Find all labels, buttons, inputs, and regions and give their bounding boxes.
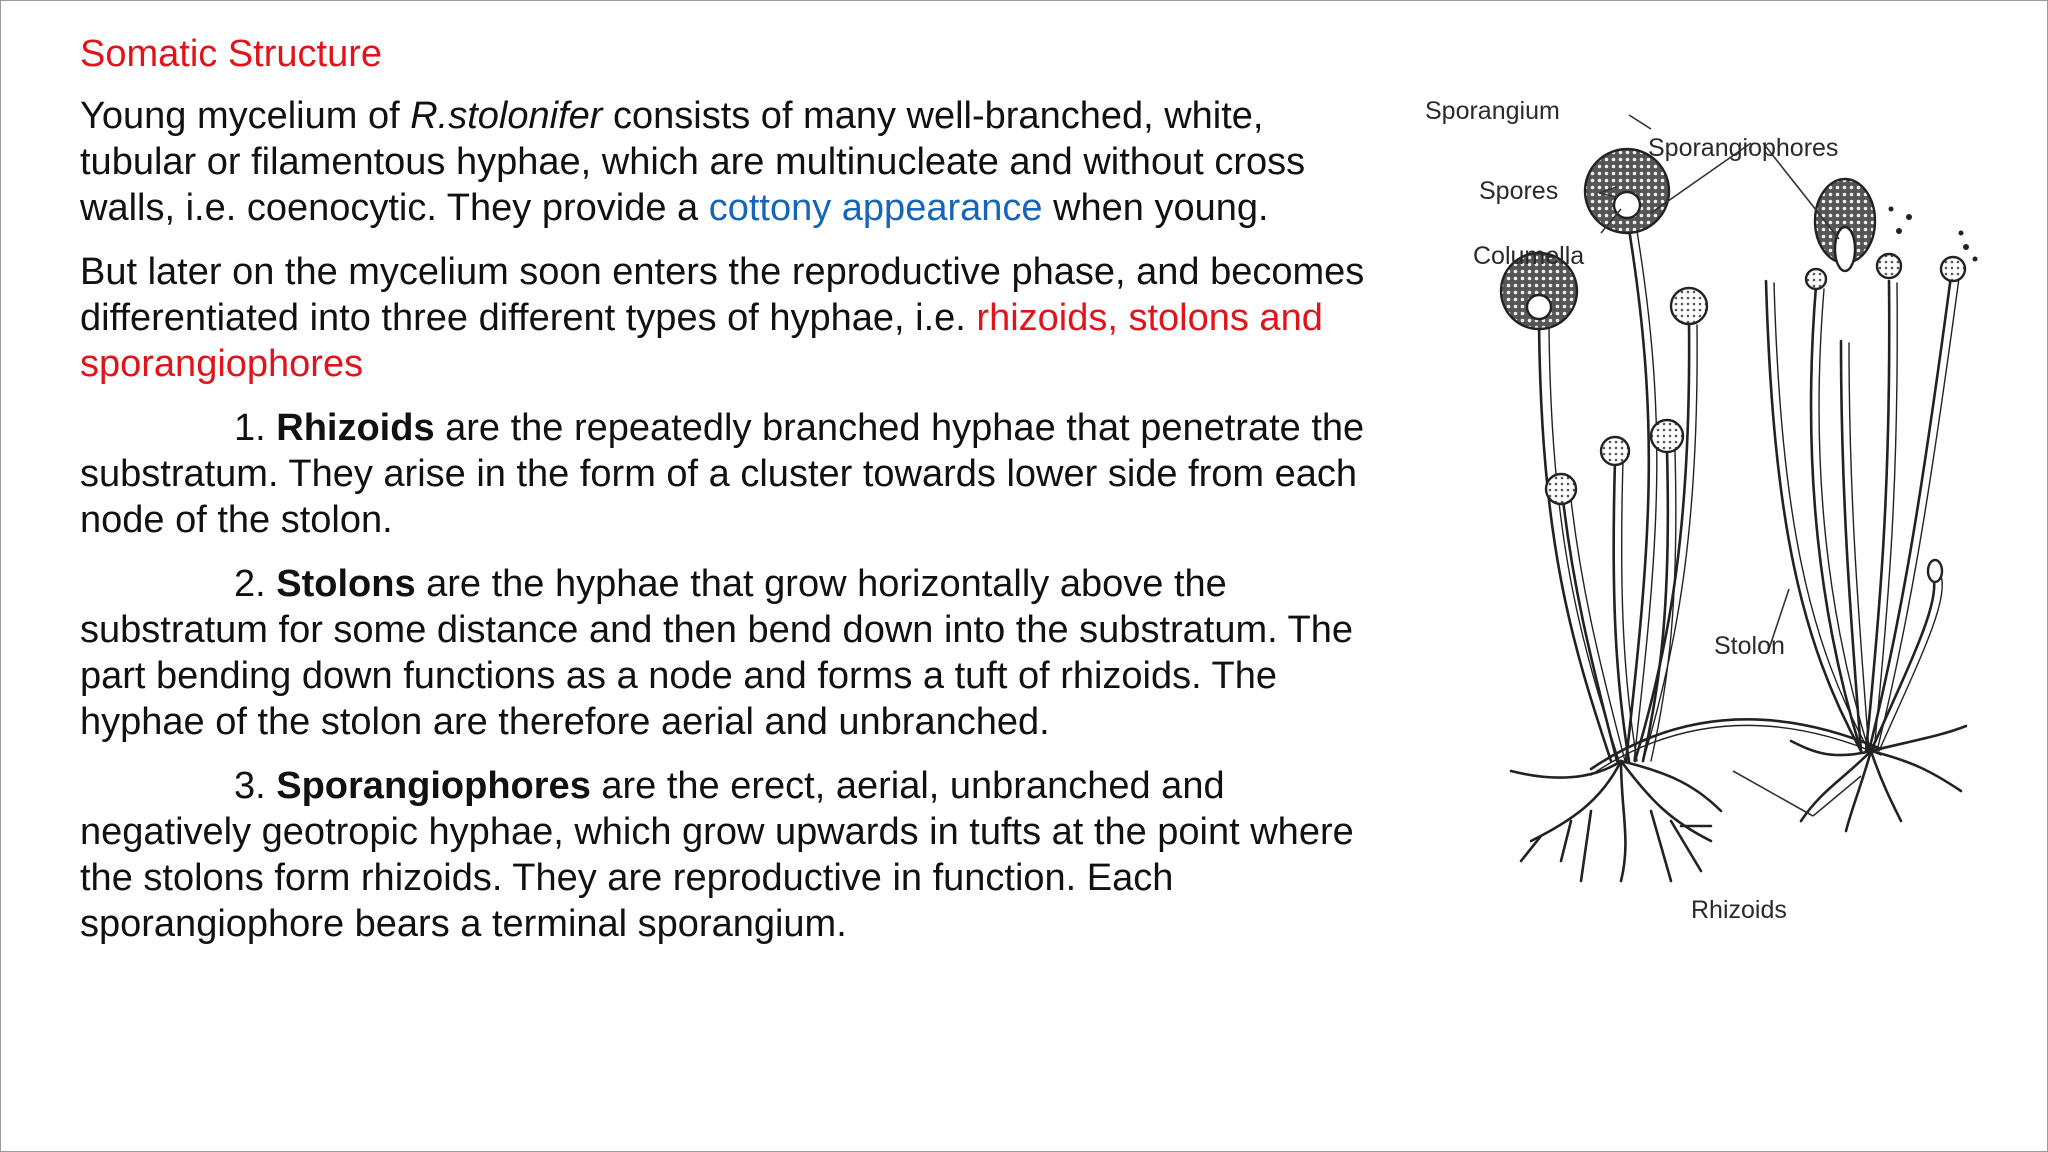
label-columella: Columella: [1473, 242, 1585, 270]
slide-heading: Somatic Structure: [80, 33, 382, 75]
sporangiophore: [1626, 217, 1649, 761]
label-stolon: Stolon: [1714, 632, 1785, 660]
paragraph-reproductive-phase: [80, 249, 1370, 387]
sporangium: [1928, 560, 1942, 582]
text-column: [80, 31, 1370, 965]
item-term: Rhizoids: [276, 407, 435, 449]
rhizopus-diagram: [1421, 97, 1981, 941]
item-number: 1.: [234, 407, 277, 449]
item-text: are the erect, aerial, unbranched and negatively geotropic hyphae, which grow upwards in tufts at the point where the stolons form rhizoids. They are reproductive in function. Each sporangiophore bears a terminal sporangium.: [80, 765, 1354, 945]
species-name: R.stolonifer: [410, 95, 603, 137]
cottony-highlight: cottony appearance: [708, 187, 1043, 229]
sporangium: [1671, 288, 1707, 324]
item-sporangiophores: [80, 763, 1370, 947]
hyphae-types-highlight: rhizoids, stolons and sporangiophores: [80, 297, 1323, 385]
item-term: Stolons: [276, 563, 416, 605]
item-text: are the repeatedly branched hyphae that penetrate the substratum. They arise in the form of a cluster towards lower side from each node of the stolon.: [80, 407, 1365, 541]
paragraph-young-mycelium: [80, 93, 1370, 231]
p1-mid: consists of many well-branched, white, tubular or filamentous hyphae, which are multinucleate and without cross walls, i.e. coenocytic. They provide a: [80, 95, 1306, 229]
label-rhizoids: Rhizoids: [1691, 896, 1787, 924]
item-rhizoids: [80, 405, 1370, 543]
label-spores: Spores: [1479, 177, 1559, 205]
item-text: are the hyphae that grow horizontally above the substratum for some distance and then bend down into the substratum. The part bending down functions as a node and forms a tuft of rhizoids. The hyphae of the stolon are therefore aerial and unbranched.: [80, 563, 1354, 743]
label-sporangium: Sporangium: [1425, 97, 1560, 125]
sporangium: [1546, 474, 1576, 504]
sporangium: [1941, 257, 1965, 281]
item-number: 2.: [234, 563, 277, 605]
sporangium: [1651, 420, 1683, 452]
sporangiophore: [1766, 281, 1861, 751]
item-term: Sporangiophores: [276, 765, 591, 807]
label-sporangiophores: Sporangiophores: [1648, 134, 1839, 162]
sporangium: [1601, 437, 1629, 465]
p2-pre: But later on the mycelium soon enters the reproductive phase, and becomes differentiated into three different types of hyphae, i.e.: [80, 251, 1365, 339]
sporangiophore: [1635, 323, 1689, 761]
sporangium: [1877, 254, 1901, 278]
sporangium: [1806, 269, 1826, 289]
p1-pre: Young mycelium of: [80, 95, 411, 137]
item-number: 3.: [234, 765, 277, 807]
item-stolons: [80, 561, 1370, 745]
rhizoid: [1531, 761, 1621, 841]
p1-post: when young.: [1042, 187, 1269, 229]
